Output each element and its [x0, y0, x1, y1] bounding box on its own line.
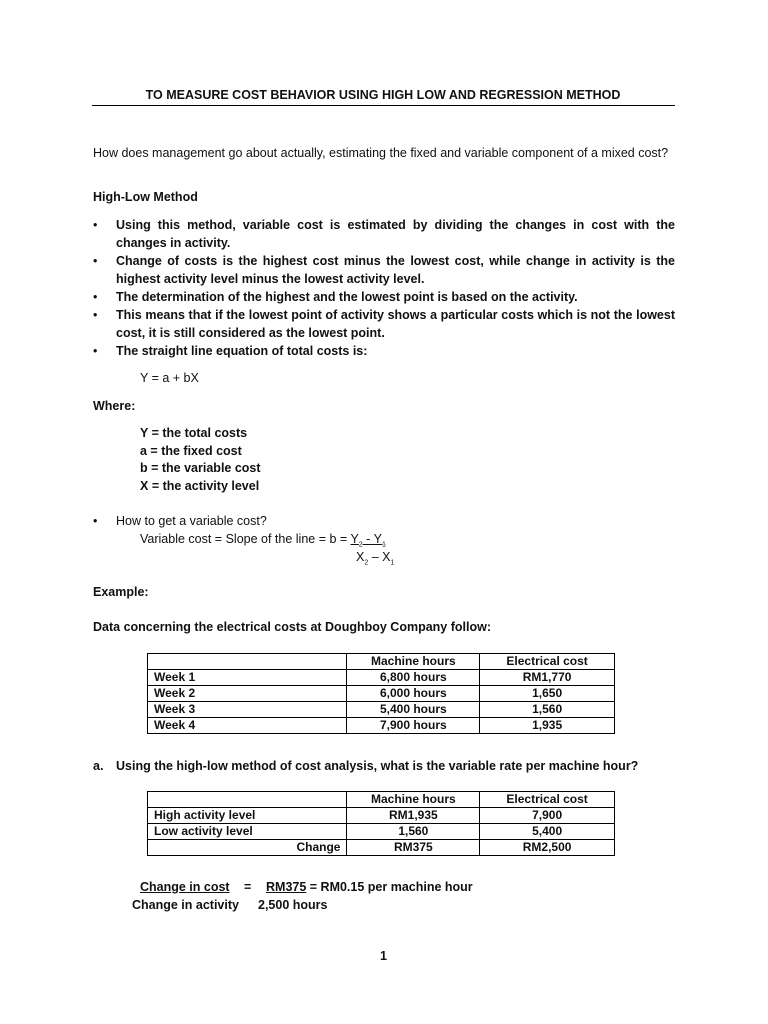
table-cell: Week 3	[148, 702, 347, 718]
bullet-icon: •	[93, 344, 98, 358]
bullet-icon: •	[93, 290, 98, 304]
intro-paragraph: How does management go about actually, estimating the fixed and variable component of a mixed cost?	[93, 146, 669, 160]
change-in-cost-label: Change in cost	[140, 880, 230, 894]
table-cell: 1,935	[480, 718, 615, 734]
table-row	[148, 686, 615, 702]
table-header-row	[148, 792, 615, 808]
bullet-text: This means that if the lowest point of activity shows a particular costs which is not the lowest cost, it is still considered as the lowest point.	[116, 308, 675, 340]
table-header-cell: Electrical cost	[480, 654, 615, 670]
definition-text: = the variable cost	[147, 461, 261, 475]
bullet-item	[93, 342, 675, 360]
electrical-cost-table	[147, 653, 615, 734]
table-cell: Week 1	[148, 670, 347, 686]
table-cell: Week 4	[148, 718, 347, 734]
table-row	[148, 702, 615, 718]
bullet-item	[93, 252, 675, 288]
bullet-icon: •	[93, 514, 98, 528]
table-cell: 7,900	[480, 808, 615, 824]
bullet-icon: •	[93, 254, 98, 268]
bullet-item	[93, 306, 675, 342]
calculation-result-row	[266, 878, 473, 896]
table-cell: 1,650	[480, 686, 615, 702]
high-low-table	[147, 791, 615, 856]
definition-line	[140, 477, 259, 495]
table-cell: 6,000 hours	[347, 686, 480, 702]
table-cell: 1,560	[480, 702, 615, 718]
high-low-heading: High-Low Method	[93, 190, 198, 204]
table-row	[148, 808, 615, 824]
page-number: 1	[380, 949, 387, 963]
table-cell: 7,900 hours	[347, 718, 480, 734]
table-row	[148, 670, 615, 686]
variable-cost-formula	[140, 530, 386, 555]
definition-symbol: a	[140, 444, 147, 458]
equation: Y = a + bX	[140, 371, 199, 385]
table-cell: Change	[148, 840, 347, 856]
bullet-text: Change of costs is the highest cost minus the lowest cost, while change in activity is the highest activity level minus the lowest activity level.	[116, 254, 675, 286]
where-label: Where:	[93, 399, 136, 413]
formula-numerator: $Y_2 - Y_1$	[350, 532, 386, 549]
definition-symbol: b	[140, 461, 148, 475]
definition-text: = the fixed cost	[146, 444, 242, 458]
definition-symbol: Y	[140, 426, 149, 440]
table-cell: 5,400 hours	[347, 702, 480, 718]
table-cell: Week 2	[148, 686, 347, 702]
definition-line	[140, 424, 247, 442]
document-title: TO MEASURE COST BEHAVIOR USING HIGH LOW AND REGRESSION METHOD	[145, 88, 621, 102]
table-header-cell: Machine hours	[347, 654, 480, 670]
table-cell: RM375	[347, 840, 480, 856]
calculation-numerator-row	[140, 878, 230, 896]
definition-line	[140, 442, 242, 460]
table-cell: 6,800 hours	[347, 670, 480, 686]
table-row	[148, 718, 615, 734]
table-row	[148, 824, 615, 840]
calculation-equals: =	[244, 880, 252, 894]
bullet-text: The straight line equation of total costs is:	[116, 344, 368, 358]
bullet-item	[93, 216, 675, 252]
data-intro: Data concerning the electrical costs at Doughboy Company follow:	[93, 620, 491, 634]
table-header-cell: Machine hours	[347, 792, 480, 808]
table-cell: 1,560	[347, 824, 480, 840]
table-cell: 5,400	[480, 824, 615, 840]
table-header-cell	[148, 654, 347, 670]
title-rule	[92, 105, 675, 106]
change-in-activity-value: 2,500 hours	[258, 898, 328, 912]
definition-text: = the total costs	[148, 426, 248, 440]
definition-line	[140, 459, 261, 477]
question-a-text: Using the high-low method of cost analysis, what is the variable rate per machine hour?	[116, 759, 639, 773]
bullet-text: The determination of the highest and the lowest point is based on the activity.	[116, 290, 578, 304]
table-header-cell: Electrical cost	[480, 792, 615, 808]
question-a-label: a.	[93, 759, 104, 773]
bullet-icon: •	[93, 308, 98, 322]
table-cell: RM2,500	[480, 840, 615, 856]
definition-text: = the activity level	[148, 479, 260, 493]
variable-rate-result: = RM0.15 per machine hour	[306, 880, 473, 894]
bullet-item	[93, 288, 675, 306]
formula-prefix: Variable cost = Slope of the line = b =	[140, 532, 351, 546]
example-label: Example:	[93, 585, 149, 599]
table-header-row	[148, 654, 615, 670]
table-cell: RM1,770	[480, 670, 615, 686]
change-in-cost-value: RM375	[266, 880, 307, 894]
change-in-activity-label: Change in activity	[132, 898, 239, 912]
table-cell: RM1,935	[347, 808, 480, 824]
table-header-cell	[148, 792, 347, 808]
definition-symbol: X	[140, 479, 149, 493]
bullet-text: Using this method, variable cost is estimated by dividing the changes in cost with the changes in activity.	[116, 218, 675, 250]
table-cell: Low activity level	[148, 824, 347, 840]
table-row	[148, 840, 615, 856]
bullet-text: How to get a variable cost?	[116, 514, 267, 528]
table-cell: High activity level	[148, 808, 347, 824]
bullet-icon: •	[93, 218, 98, 232]
bullet-item	[93, 512, 675, 530]
formula-denominator: $X_2 - X_1$	[356, 550, 395, 567]
